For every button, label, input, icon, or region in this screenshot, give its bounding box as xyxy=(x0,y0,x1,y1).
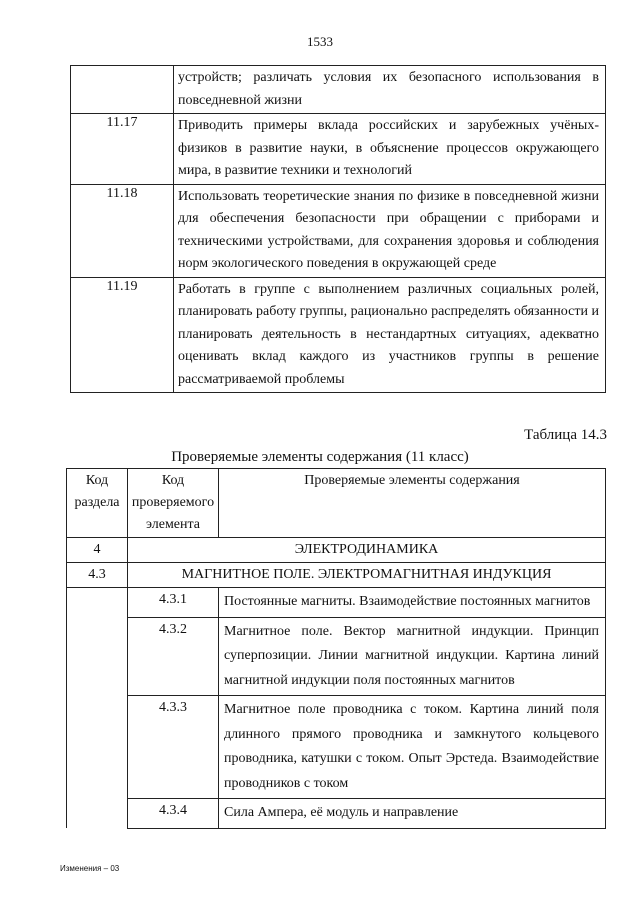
table-row xyxy=(67,696,606,799)
table-row xyxy=(71,184,606,277)
topic-title: МАГНИТНОЕ ПОЛЕ. ЭЛЕКТРОМАГНИТНАЯ ИНДУКЦИЯ xyxy=(128,563,606,588)
header-element-code: Код проверяемого элемента xyxy=(128,469,219,538)
topic-code: 4.3 xyxy=(67,563,128,588)
header-row xyxy=(67,469,606,538)
element-text: Сила Ампера, её модуль и направление xyxy=(219,799,606,829)
row-number: 11.17 xyxy=(71,114,174,185)
empty-cell xyxy=(67,588,128,829)
outcomes-table xyxy=(70,65,606,393)
section-code: 4 xyxy=(67,538,128,563)
topic-row xyxy=(67,563,606,588)
element-code: 4.3.2 xyxy=(128,617,219,696)
section-row xyxy=(67,538,606,563)
row-text: Работать в группе с выполнением различных социальных ролей, планировать работу группы, рационально распределять обязанности и планировать деятельность в нестандартных ситуациях, адекватно оценивать вклад каждого из участников группы в решение рассматриваемой проблемы xyxy=(174,277,606,393)
section-title: ЭЛЕКТРОДИНАМИКА xyxy=(128,538,606,563)
element-text: Магнитное поле. Вектор магнитной индукции. Принцип суперпозиции. Линии магнитной индукции. Картина линий магнитной индукции поля постоянных магнитов xyxy=(219,617,606,696)
table-caption: Проверяемые элементы содержания (11 класс) xyxy=(171,449,469,465)
table-row xyxy=(71,277,606,393)
table-row xyxy=(71,66,606,114)
row-text: Приводить примеры вклада российских и зарубежных учёных-физиков в развитие науки, в объяснение процессов окружающего мира, в развитие техники и технологий xyxy=(174,114,606,185)
row-number xyxy=(71,66,174,114)
table-row xyxy=(67,799,606,829)
element-text: Магнитное поле проводника с током. Картина линий поля длинного прямого проводника и замкнутого кольцевого проводника, катушки с током. Опыт Эрстеда. Взаимодействие проводников с током xyxy=(219,696,606,799)
header-section-code: Код раздела xyxy=(67,469,128,538)
header-elements: Проверяемые элементы содержания xyxy=(219,469,606,538)
element-text: Постоянные магниты. Взаимодействие постоянных магнитов xyxy=(219,588,606,618)
table-row xyxy=(67,617,606,696)
page-number: 1533 xyxy=(307,34,333,49)
content-elements-table xyxy=(66,468,606,829)
row-text: Использовать теоретические знания по физике в повседневной жизни для обеспечения безопасности при обращении с приборами и техническими устройствами, для сохранения здоровья и соблюдения норм экологического поведения в окружающей среде xyxy=(174,184,606,277)
element-code: 4.3.3 xyxy=(128,696,219,799)
footer-note: Изменения – 03 xyxy=(60,864,120,873)
table-row xyxy=(71,114,606,185)
element-code: 4.3.4 xyxy=(128,799,219,829)
element-code: 4.3.1 xyxy=(128,588,219,618)
table-label: Таблица 14.3 xyxy=(524,427,607,443)
row-number: 11.18 xyxy=(71,184,174,277)
table-row xyxy=(67,588,606,618)
row-text: устройств; различать условия их безопасного использования в повседневной жизни xyxy=(174,66,606,114)
row-number: 11.19 xyxy=(71,277,174,393)
